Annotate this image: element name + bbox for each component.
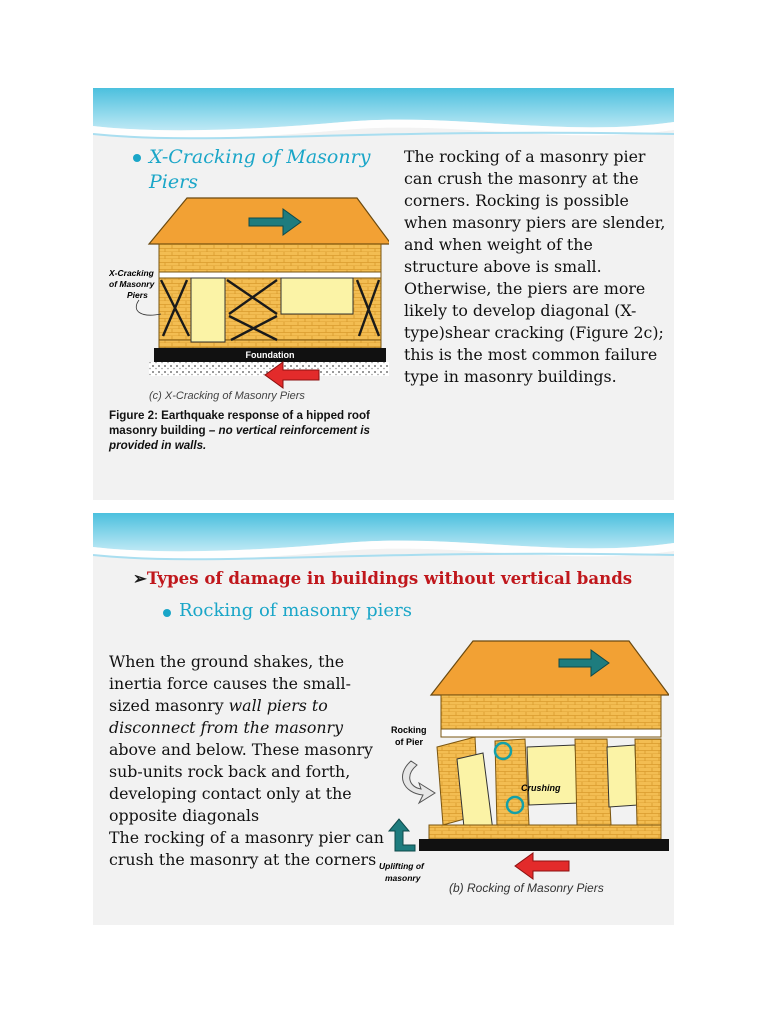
rocking-label-2: of Pier bbox=[395, 737, 424, 747]
heading-text: Types of damage in buildings without vertical bands bbox=[146, 568, 633, 588]
arrow-bullet-icon: ➢ bbox=[133, 568, 147, 588]
figure-caption bbox=[109, 408, 379, 453]
crushing-label: Crushing bbox=[521, 783, 561, 793]
rocking-curved-arrow-icon bbox=[402, 761, 435, 803]
slide-heading bbox=[133, 568, 663, 588]
x-cracking-figure bbox=[109, 196, 389, 408]
side-label-1: X-Cracking bbox=[109, 268, 154, 278]
body-part-2: above and below. These masonry sub-units rock back and forth, developing contact only at the opposite diagonals bbox=[109, 740, 373, 825]
body-italic: wall piers to disconnect from the masonry bbox=[109, 696, 344, 737]
caption-prefix: Figure 2: Earthquake response of a hipped roof masonry building bbox=[109, 409, 370, 437]
wave-header-decoration bbox=[93, 513, 674, 573]
bullet-icon bbox=[133, 154, 141, 162]
side-label-2: of Masonry bbox=[109, 279, 155, 289]
roof bbox=[431, 641, 669, 695]
body-part-1: When the ground shakes, the inertia force causes the small-sized masonry bbox=[109, 652, 351, 715]
slide-body-text: The rocking of a masonry pier can crush the masonry at the corners. Rocking is possible when masonry piers are slender, and when weight of the structure above is small. Otherwise, the piers are more likely to develop diagonal (X-type)shear cracking (Figure 2c); this is the most common failure type in masonry buildings. bbox=[404, 147, 666, 386]
rocking-label-1: Rocking bbox=[391, 725, 427, 735]
body-part-3: The rocking of a masonry pier can crush the masonry at the corners bbox=[109, 828, 384, 869]
wave-header-decoration bbox=[93, 88, 674, 148]
slide-x-cracking bbox=[93, 88, 674, 500]
slide-subheading: Rocking of masonry piers bbox=[179, 600, 412, 621]
bullet-icon bbox=[163, 609, 171, 617]
caption-suffix: – no vertical reinforcement is provided in walls. bbox=[109, 424, 370, 452]
figure-subcaption: (c) X-Cracking of Masonry Piers bbox=[149, 390, 305, 402]
slide-body-text bbox=[109, 651, 389, 871]
slide-rocking bbox=[93, 513, 674, 925]
ground-motion-arrow-icon bbox=[515, 853, 569, 879]
slide-title: X-Cracking of Masonry Piers bbox=[149, 146, 371, 193]
foundation bbox=[419, 839, 669, 851]
uplift-label-2: masonry bbox=[385, 873, 421, 883]
uplift-arrow-icon bbox=[389, 819, 415, 851]
side-label-3: Piers bbox=[127, 290, 148, 300]
figure-subcaption: (b) Rocking of Masonry Piers bbox=[449, 881, 604, 895]
uplift-label-1: Uplifting of bbox=[379, 861, 424, 871]
foundation-label: Foundation bbox=[245, 350, 295, 360]
rocking-figure bbox=[379, 635, 669, 915]
